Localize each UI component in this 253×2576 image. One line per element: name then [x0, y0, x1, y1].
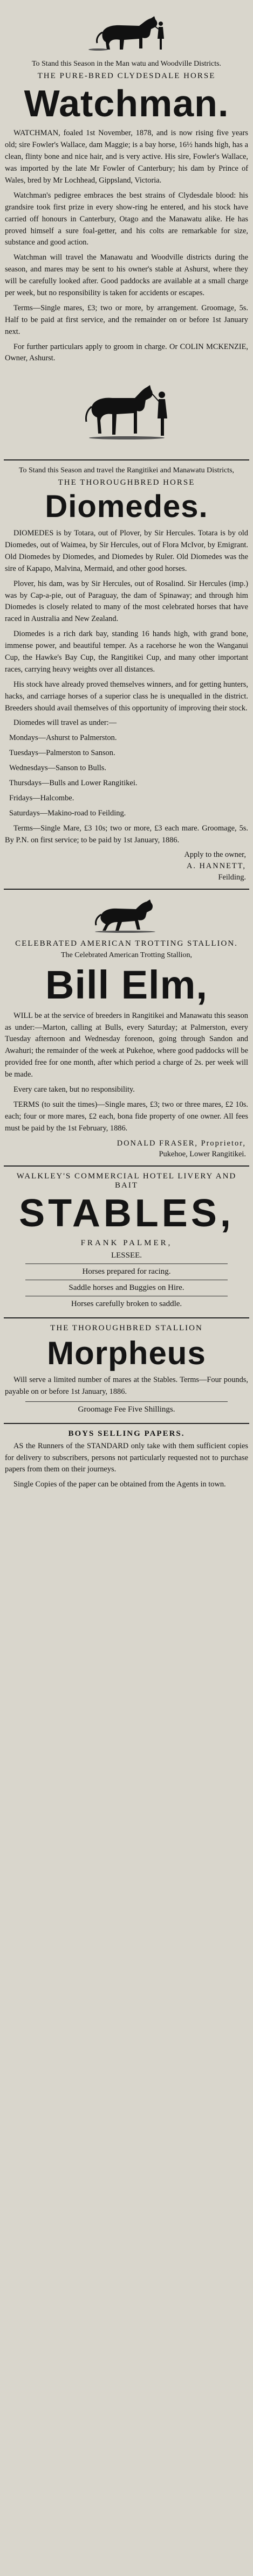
newspaper-column [4, 3, 249, 2570]
paragraph: Single Copies of the paper can be obtained from the Agents in town. [13, 1480, 226, 1489]
lessee-name: FRANK PALMER, [80, 1238, 173, 1247]
groomage-line: Groomage Fee Five Shillings. [78, 1405, 175, 1414]
owner-place: Feilding. [218, 873, 246, 882]
paragraph: For further particulars apply to groom in charge. Or COLIN MCKENZIE, Owner, Ashurst. [5, 342, 248, 363]
service-line: Horses prepared for racing. [82, 1267, 171, 1276]
service-line: Saddle horses and Buggies on Hire. [69, 1283, 184, 1292]
paragraph: Watchman's pedigree embraces the best strains of Clydesdale blood: his grandsire took first prize in every show-ring he entered, and his stock have carried off honours in Canterbury, Otago and the Manawatu alike. He has proved himself a sure foal-getter, and his colts are remarkable for size, substance and good action. [5, 191, 248, 247]
advert-title-diomedes: Diomedes. [45, 489, 208, 525]
lessee-title: LESSEE. [111, 1251, 142, 1260]
advert-kicker: BOYS SELLING PAPERS. [68, 1429, 185, 1438]
paragraph: Will serve a limited number of mares at the Stables. Terms—Four pounds, payable on or before 1st January, 1886. [5, 1375, 248, 1396]
owner-place: Pukehoe, Lower Rangitikei. [159, 1150, 246, 1159]
paragraph: DIOMEDES is by Totara, out of Plover, by Sir Hercules. Totara is by old Diomedes, out of Waimea, by Sir Hercules, out of Flora McIvor, by Emigrant. Old Diomedes by Diomedes, and Diomedes by Ruler. Old Diomedes was the sire of Kapapo, Malvina, Mermaid, and other good horses. [5, 529, 248, 573]
paragraph: Diomedes is a rich dark bay, standing 16 hands high, with grand bone, immense power, and beautiful temper. As a racehorse he won the Wanganui Cup, the Hawke's Bay Cup, the Rangitikei Cup, and many other important races, carrying heavy weights over all distances. [5, 630, 248, 674]
advert-intro: To Stand this Season in the Man watu and Woodville Districts. [31, 60, 222, 68]
jockey-with-horse-illustration [81, 369, 173, 450]
advert-kicker: THE THOROUGHBRED STALLION [50, 1323, 203, 1332]
advert-title-bill-elm: Bill Elm, [45, 962, 208, 1007]
advert-title-morpheus: Morpheus [47, 1335, 206, 1371]
divider [25, 1263, 228, 1264]
paragraph: Terms—Single mares, £3; two or more, by arrangement. Groomage, 5s. Half to be paid at first service, and the remainder on or before 1st January next. [5, 303, 248, 336]
advert-title-watchman: Watchman. [24, 82, 229, 124]
schedule-item: Thursdays—Bulls and Lower Rangitikei. [9, 779, 138, 788]
schedule-item: Fridays—Halcombe. [9, 793, 74, 802]
clydesdale-horse-with-groom-illustration [86, 11, 167, 55]
schedule-item: Wednesdays—Sanson to Bulls. [9, 764, 106, 773]
advert-morpheus [4, 1318, 249, 1424]
schedule-item: Mondays—Ashurst to Palmerston. [9, 734, 117, 743]
advert-kicker: THE THOROUGHBRED HORSE [58, 478, 195, 487]
advert-intro: To Stand this Season and travel the Rangitikei and Manawatu Districts, [18, 466, 235, 475]
advert-kicker: CELEBRATED AMERICAN TROTTING STALLION. [15, 939, 238, 948]
owner-name: DONALD FRASER, Proprietor, [117, 1139, 246, 1148]
advert-kicker: THE PURE-BRED CLYDESDALE HORSE [37, 71, 216, 80]
signoff [4, 849, 246, 883]
paragraph: AS the Runners of the STANDARD only take with them sufficient copies for delivery to subscribers, persons not particularly requested not to purchase papers from them on their journeys. [5, 1441, 248, 1474]
apply-line: Apply to the owner, [184, 850, 246, 860]
paragraph: Plover, his dam, was by Sir Hercules, out of Rosalind. Sir Hercules (imp.) was by Cap-a-pie, out of Paraguay, the dam of Spinaway; and through him Diomedes is closely related to many of the most celebrated horses that have raced in Australia and New Zealand. [5, 579, 248, 624]
advert-title-stables: STABLES, [19, 1192, 234, 1235]
advert-intro: The Celebrated American Trotting Stallion, [60, 951, 193, 960]
paragraph: TERMS (to suit the times)—Single mares, £3; two or three mares, £2 10s. each; four or more mares, £2 each, bona fide property of one owner. All fees must be paid by the 1st February, 1886. [5, 1100, 248, 1133]
paragraph: His stock have already proved themselves winners, and for getting hunters, hacks, and carriage horses of a superior class he is unequalled in the district. Breeders should avail themselves of this opportunity of improving their stock. [5, 680, 248, 713]
divider [25, 1401, 228, 1402]
terms-paragraph: Terms—Single Mare, £3 10s; two or more, £3 each mare. Groomage, 5s. By P.N. on first service; to be paid by 1st January, 1886. [5, 823, 248, 844]
trotting-horse-illustration [92, 897, 162, 935]
advert-watchman [4, 3, 249, 460]
paragraph: WATCHMAN, foaled 1st November, 1878, and is now rising five years old; sire Fowler's Wallace, dam Maggie; is a bay horse, 16½ hands high, has a clean, flinty bone and nice hair, and is very active. His sire, Fowler's Wallace, was imported by the late Mr Fowler of Canterbury; his dam by Prince of Wales, bred by Mr Lochhead, Gippsland, Victoria. [5, 129, 248, 185]
paragraph: Watchman will travel the Manawatu and Woodville districts during the season, and mares may be sent to his owner's stable at Ashurst, where they will be carefully looked after. Good paddocks are available at a small charge per week, but no responsibility is taken for accidents or escapes. [5, 253, 248, 297]
advert-diomedes [4, 460, 249, 890]
owner-name: A. HANNETT, [186, 862, 246, 871]
paragraph: WILL be at the service of breeders in Rangitikei and Manawatu this season as under:—Marton, calling at Bulls, every Saturday; at Palmerston, every Tuesday afternoon and Wednesday forenoon, going through Sandon and Awahuri; the remainder of the week at Pukehoe, where good paddocks will be provided free for one month, after which period a charge of 2s. per week will be made. [5, 1011, 248, 1079]
paragraph: Every care taken, but no responsibility. [13, 1085, 135, 1094]
travel-schedule [9, 732, 244, 819]
schedule-item: Tuesdays—Palmerston to Sanson. [9, 749, 115, 758]
paragraph: Diomedes will travel as under:— [13, 718, 117, 728]
advert-kicker: WALKLEY'S COMMERCIAL HOTEL LIVERY AND BAIT [16, 1172, 237, 1190]
signoff [4, 1138, 246, 1161]
schedule-item: Saturdays—Makino-road to Feilding. [9, 808, 126, 818]
advert-boys-selling-papers [4, 1424, 249, 1500]
advert-bill-elm [4, 890, 249, 1167]
advert-stables [4, 1167, 249, 1318]
service-line: Horses carefully broken to saddle. [71, 1299, 182, 1308]
